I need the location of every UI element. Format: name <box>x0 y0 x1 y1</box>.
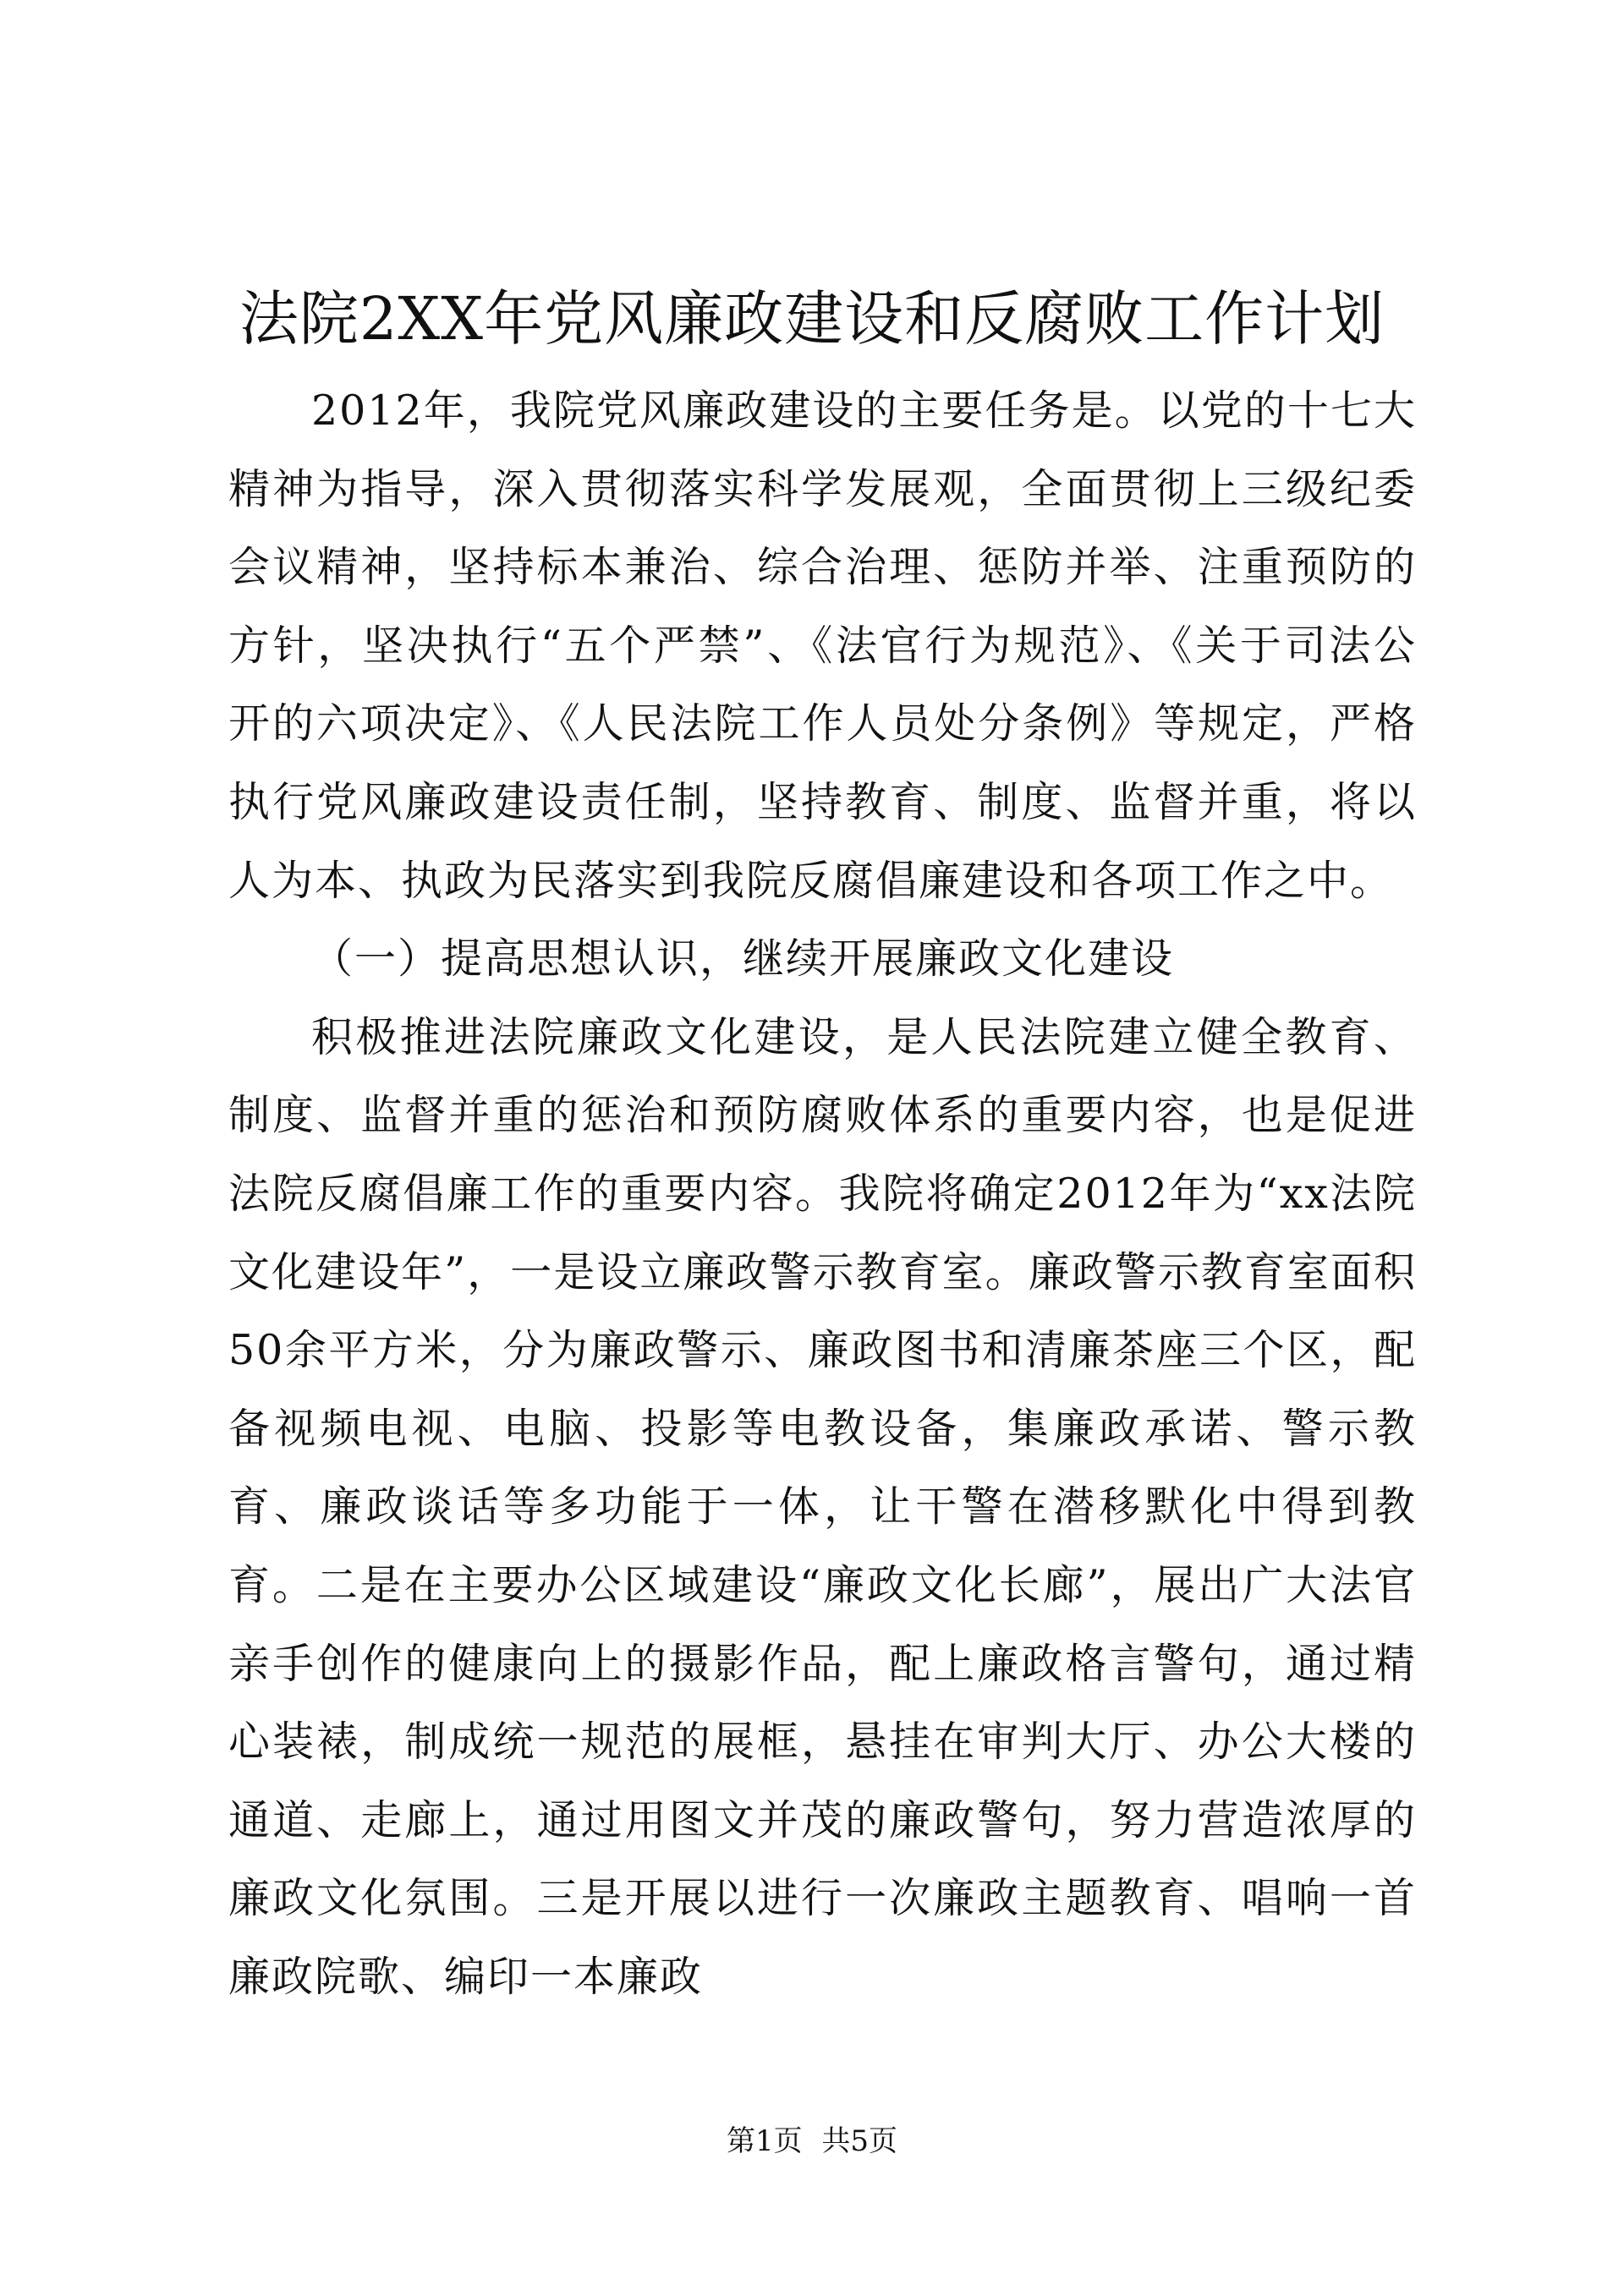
paragraph-intro: 2012年，我院党风廉政建设的主要任务是。以党的十七大精神为指导，深入贯彻落实科学发展观，全面贯彻上三级纪委会议精神，坚持标本兼治、综合治理、惩防并举、注重预防的方针，坚决执行“五个严禁”、《法官行为规范》、《关于司法公开的六项决定》、《人民法院工作人员处分条例》等规定，严格执行党风廉政建设责任制，坚持教育、制度、监督并重，将以人为本、执政为民落实到我院反腐倡廉建设和各项工作之中。 <box>228 386 1417 905</box>
document-body <box>228 372 1417 2016</box>
page-total: 共5页 <box>821 2124 898 2158</box>
document-title: 法院2XX年党风廉政建设和反腐败工作计划 <box>239 284 1385 353</box>
page-number: 第1页 <box>726 2124 803 2158</box>
paragraph-section-1: 积极推进法院廉政文化建设，是人民法院建立健全教育、制度、监督并重的惩治和预防腐败体系的重要内容，也是促进法院反腐倡廉工作的重要内容。我院将确定2012年为“xx法院文化建设年”，一是设立廉政警示教育室。廉政警示教育室面积50余平方米，分为廉政警示、廉政图书和清廉茶座三个区，配备视频电视、电脑、投影等电教设备，集廉政承诺、警示教育、廉政谈话等多功能于一体，让干警在潜移默化中得到教育。二是在主要办公区域建设“廉政文化长廊”，展出广大法官亲手创作的健康向上的摄影作品，配上廉政格言警句，通过精心装裱，制成统一规范的展框，悬挂在审判大厅、办公大楼的通道、走廊上，通过用图文并茂的廉政警句，努力营造浓厚的廉政文化氛围。三是开展以进行一次廉政主题教育、唱响一首廉政院歌、编印一本廉政 <box>228 1012 1417 2001</box>
section-heading-1: （一）提高思想认识，继续开展廉政文化建设 <box>311 934 1175 984</box>
page-footer <box>0 2123 1624 2160</box>
